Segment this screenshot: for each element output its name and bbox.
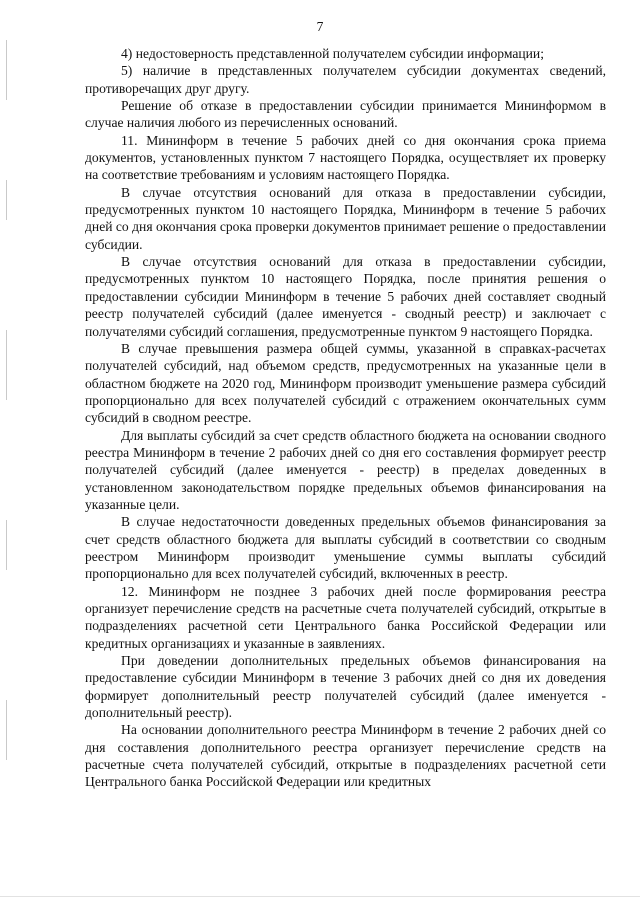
scan-edge-mark xyxy=(6,520,7,570)
paragraph: 5) наличие в представленных получателем субсидии документах сведений, противоречащих друг другу. xyxy=(85,63,606,96)
paragraph: В случае отсутствия оснований для отказа в предоставлении субсидии, предусмотренных пунктом 10 настоящего Порядка, Мининформ в течение 5 рабочих дней со дня окончания срока проверки документов принимает решение о предоставлении субсидии. xyxy=(85,184,606,252)
scan-edge-mark xyxy=(6,700,7,760)
page-number: 7 xyxy=(316,19,324,34)
scan-edge-mark xyxy=(6,180,7,220)
paragraph: В случае недостаточности доведенных предельных объемов финансирования за счет средств областного бюджета для выплаты субсидий в соответствии со сводным реестром Мининформ производит уменьшение суммы выплаты субсидий пропорционально для всех получателей субсидий, включенных в реестр. xyxy=(85,514,606,582)
scan-edge-mark xyxy=(6,40,7,100)
paragraph: Для выплаты субсидий за счет средств областного бюджета на основании сводного реестра Мининформ в течение 2 рабочих дней со дня его составления формирует реестр получателей субсидий (далее именуется - реестр) в пределах доведенных в установленном законодательством порядке предельных объемов финансирования на указанные цели. xyxy=(85,427,606,512)
paragraph: 11. Мининформ в течение 5 рабочих дней со дня окончания срока приема документов, установленных пунктом 7 настоящего Порядка, осуществляет их проверку на соответствие требованиям и условиям настоящего Порядка. xyxy=(85,132,606,183)
paragraph: В случае отсутствия оснований для отказа в предоставлении субсидии, предусмотренных пунктом 10 настоящего Порядка, после принятия решения о предоставлении субсидии Мининформ в течение 5 рабочих дней составляет сводный реестр получателей субсидий (далее именуется - сводный реестр) и заключает с получателями субсидий соглашения, предусмотренные пунктом 9 настоящего Порядка. xyxy=(85,254,606,339)
paragraph: На основании дополнительного реестра Мининформ в течение 2 рабочих дней со дня составления дополнительного реестра организует перечисление средств на расчетные счета получателей субсидий, открытые в подразделениях расчетной сети Центрального банка Российской Федерации или кредитных xyxy=(85,722,606,790)
page-bottom-edge xyxy=(0,896,640,897)
paragraph: При доведении дополнительных предельных объемов финансирования на предоставление субсидии Мининформ в течение 3 рабочих дней со дня их доведения формирует дополнительный реестр получателей субсидий (далее именуется - дополнительный реестр). xyxy=(85,653,606,721)
document-body xyxy=(85,45,606,791)
paragraph: В случае превышения размера общей суммы, указанной в справках-расчетах получателей субсидий, над объемом средств, предусмотренных на указанные цели в областном бюджете на 2020 год, Мининформ производит уменьшение размера субсидий пропорционально для всех получателей субсидий с отражением окончательных сумм субсидий в сводном реестре. xyxy=(85,340,606,426)
paragraph: 12. Мининформ не позднее 3 рабочих дней после формирования реестра организует перечисление средств на расчетные счета получателей субсидий, открытые в подразделениях расчетной сети Центрального банка Российской Федерации или кредитных организациях и указанные в заявлениях. xyxy=(85,583,606,651)
scan-edge-mark xyxy=(6,330,7,400)
paragraph: Решение об отказе в предоставлении субсидии принимается Мининформом в случае наличия любого из перечисленных оснований. xyxy=(85,98,606,131)
paragraph: 4) недостоверность представленной получателем субсидии информации; xyxy=(121,46,544,61)
scan-edge-marks xyxy=(6,0,8,905)
